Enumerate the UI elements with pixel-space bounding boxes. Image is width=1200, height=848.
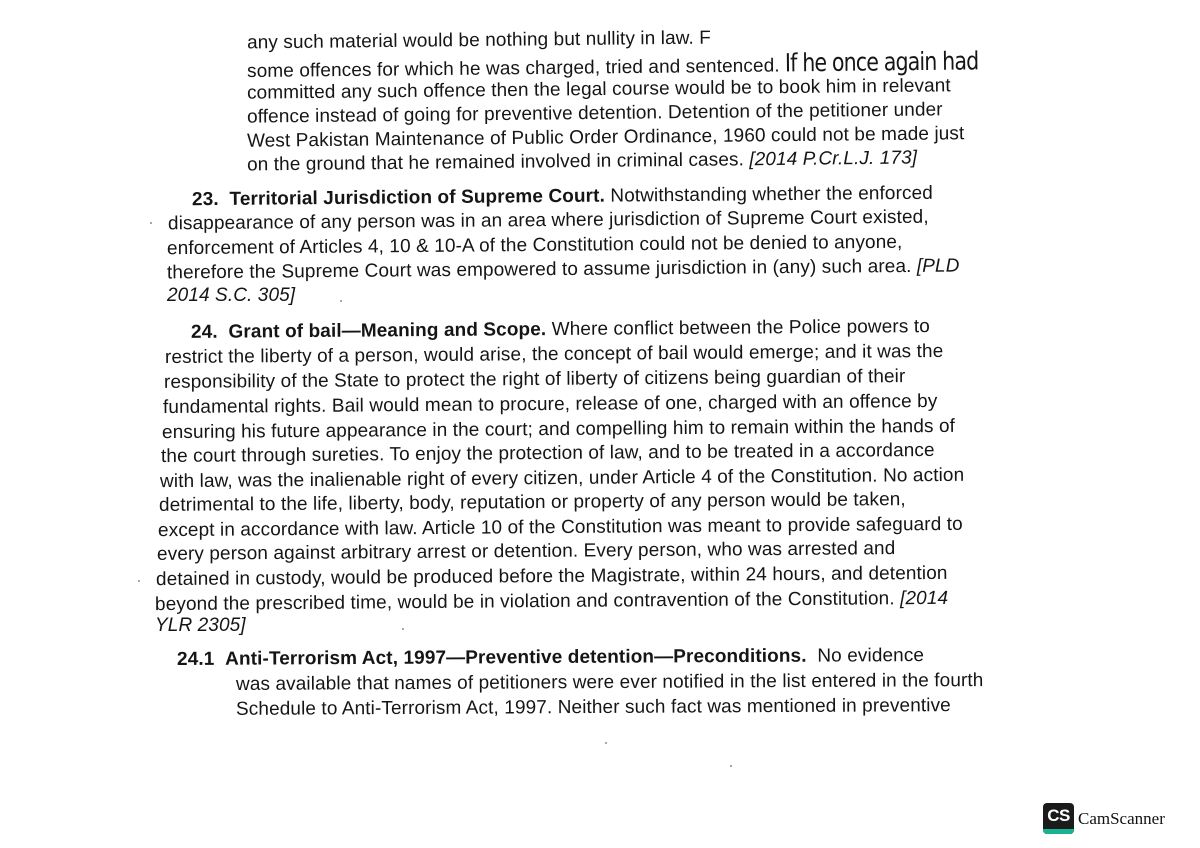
para24-1-number: 24.1 — [176, 648, 215, 670]
para24-line-10: every person against arbitrary arrest or detention. Every person, who was arrested and — [156, 538, 896, 565]
handwritten-note: If he once again had — [784, 46, 979, 78]
para24-1-heading: Anti-Terrorism Act, 1997—Preventive detention—Preconditions. — [225, 645, 807, 670]
para24-line-2: restrict the liberty of a person, would arise, the concept of bail would emerge; and it was the — [164, 340, 944, 369]
para24-1-line-1: 24.1 Anti-Terrorism Act, 1997—Preventive detention—Preconditions. No evidence — [176, 645, 925, 670]
para22-citation: [2014 P.Cr.L.J. 173] — [749, 147, 918, 171]
scan-speck — [730, 765, 732, 767]
para23-heading: Territorial Jurisdiction of Supreme Court. — [229, 185, 606, 210]
para24-number: 24. — [190, 321, 218, 343]
para22-line-1: any such material would be nothing but nullity in law. F — [246, 27, 712, 54]
scan-speck — [150, 222, 152, 224]
scan-speck — [340, 300, 342, 302]
para24-line-7: with law, was the inalienable right of every citizen, under Article 4 of the Constitution. No action — [159, 464, 965, 493]
scan-speck — [402, 628, 404, 630]
para24-line-13 — [155, 614, 246, 638]
para24-line-5: ensuring his future appearance in the court; and compelling him to remain within the hands of — [161, 415, 956, 444]
para23-line-4: therefore the Supreme Court was empowered to assume jurisdiction in (any) such area. [PLD — [166, 255, 960, 284]
para22-line-5: West Pakistan Maintenance of Public Order Ordinance, 1960 could not be made just — [246, 123, 965, 152]
scan-speck — [605, 742, 607, 744]
para24-line-1: 24. Grant of bail—Meaning and Scope. Where conflict between the Police powers to — [190, 316, 930, 343]
para23-line-2: disappearance of any person was in an area where jurisdiction of Supreme Court existed, — [167, 206, 929, 235]
para24-1-line-2: was available that names of petitioners were ever notified in the list entered in the fourth — [235, 670, 984, 695]
camscanner-logo-icon: CS — [1043, 803, 1074, 834]
para22-line-4: offence instead of going for preventive detention. Detention of the petitioner under — [246, 99, 943, 128]
scan-speck — [138, 580, 140, 582]
para24-citation-part2: YLR 2305] — [155, 615, 246, 636]
para24-line-8: detrimental to the life, liberty, body, reputation or property of any person would be taken, — [158, 489, 906, 516]
camscanner-app-name: CamScanner — [1078, 808, 1165, 828]
para22-line-2: some offences for which he was charged, tried and sentenced. If he once again had — [246, 46, 979, 83]
para24-line-11: detained in custody, would be produced before the Magistrate, within 24 hours, and detention — [155, 562, 948, 591]
para23-line-5 — [167, 284, 295, 308]
para24-line-3: responsibility of the State to protect the right of liberty of citizens being guardian of their — [163, 366, 906, 393]
camscanner-watermark — [1043, 803, 1165, 834]
para22-line-3: committed any such offence then the legal course would be to book him in relevant — [246, 75, 951, 104]
para23-citation-part2: 2014 S.C. 305] — [167, 285, 296, 306]
para23-line-1: 23. Territorial Jurisdiction of Supreme Court. Notwithstanding whether the enforced — [191, 182, 933, 211]
para24-1-line-3: Schedule to Anti-Terrorism Act, 1997. Neither such fact was mentioned in preventive — [235, 695, 951, 720]
para23-citation-part1: [PLD — [916, 255, 960, 277]
para24-heading: Grant of bail—Meaning and Scope. — [228, 319, 547, 343]
camscanner-logo-bar — [1043, 829, 1074, 834]
para24-line-12: beyond the prescribed time, would be in violation and contravention of the Constitution. [2014 — [154, 587, 949, 616]
para24-line-9: except in accordance with law. Article 10 of the Constitution was meant to provide safeguard to — [157, 513, 963, 542]
para22-line-6: on the ground that he remained involved in criminal cases. [2014 P.Cr.L.J. 173] — [246, 147, 918, 176]
para23-line-3: enforcement of Articles 4, 10 & 10-A of the Constitution could not be denied to anyone, — [166, 231, 903, 260]
para24-line-4: fundamental rights. Bail would mean to procure, release of one, charged with an offence by — [162, 390, 938, 419]
para24-line-6: the court through sureties. To enjoy the protection of law, and to be treated in a accordance — [160, 439, 935, 468]
para24-citation-part1: [2014 — [899, 587, 949, 610]
para23-number: 23. — [191, 189, 219, 211]
